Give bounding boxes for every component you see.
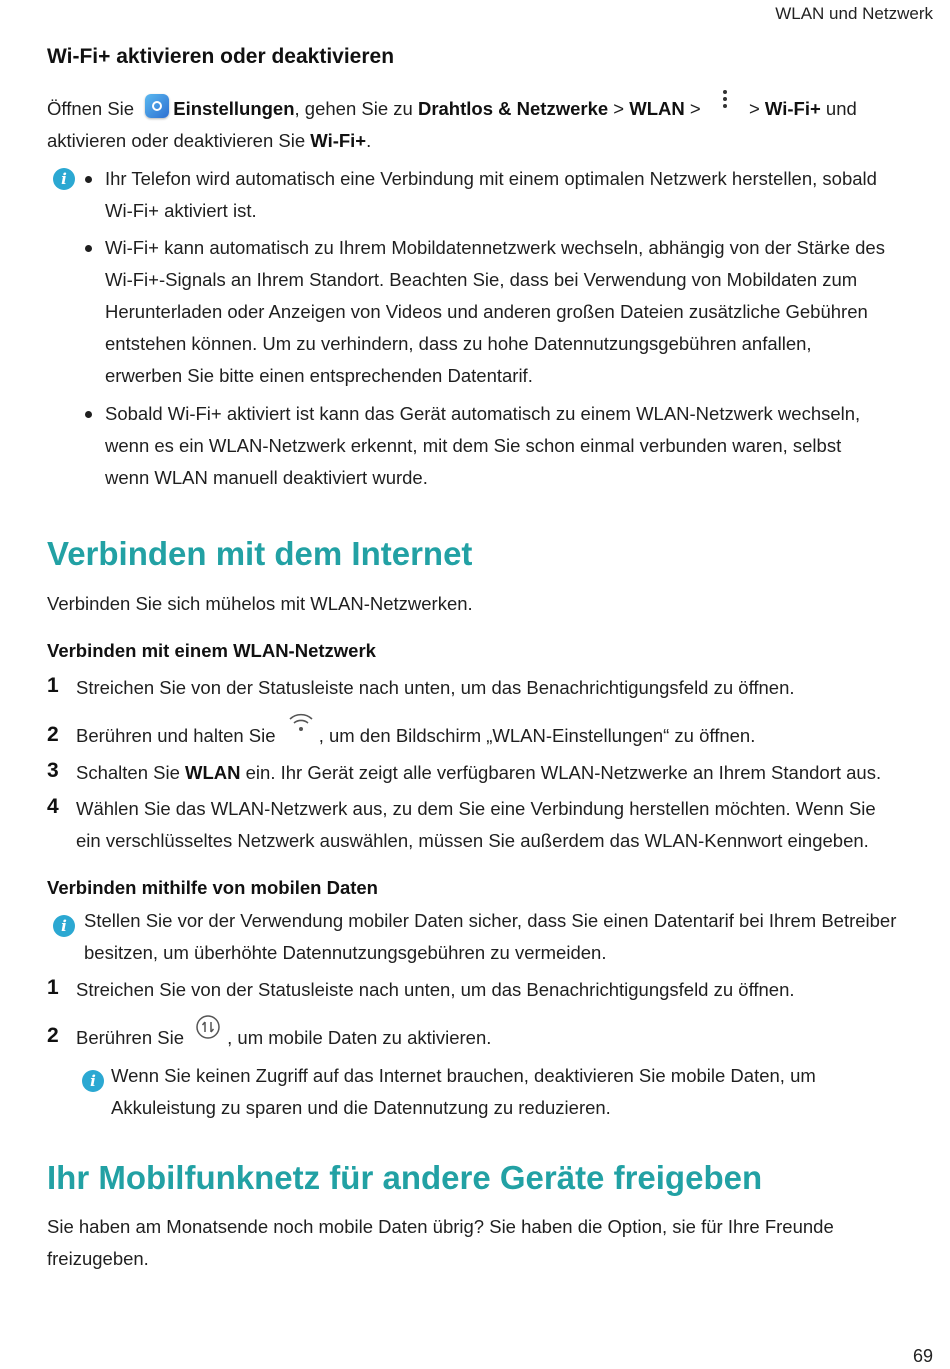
running-header: WLAN und Netzwerk bbox=[775, 4, 933, 23]
wifi-icon bbox=[287, 710, 315, 746]
wlan-step-4: Wählen Sie das WLAN-Netzwerk aus, zu dem Sie eine Verbindung herstellen möchten. Wenn Sie ein verschlüsseltes Netzwerk auswählen, müssen Sie außerdem das WLAN-Kennwort eingeben. bbox=[76, 798, 876, 851]
mobile-data-tip: Wenn Sie keinen Zugriff auf das Internet brauchen, deaktivieren Sie mobile Daten, um Akkuleistung zu sparen und die Datennutzung zu reduzieren. bbox=[111, 1065, 816, 1118]
settings-app-icon bbox=[145, 94, 169, 118]
wifiplus-bullet-1: Ihr Telefon wird automatisch eine Verbindung mit einem optimalen Netzwerk herstellen, sobald Wi-Fi+ aktiviert ist. bbox=[105, 168, 877, 221]
info-icon: i bbox=[53, 915, 75, 937]
wifiplus-heading: Wi-Fi+ aktivieren oder deaktivieren bbox=[47, 45, 395, 68]
step-number: 2 bbox=[47, 1024, 59, 1047]
step-number: 3 bbox=[47, 759, 59, 782]
wlan-step-3: Schalten Sie WLAN ein. Ihr Gerät zeigt alle verfügbaren WLAN-Netzwerke an Ihrem Standort aus. bbox=[76, 762, 882, 783]
wifiplus-bullet-3: Sobald Wi-Fi+ aktiviert ist kann das Gerät automatisch zu einem WLAN-Netzwerk wechseln, wenn es ein WLAN-Netzwerk erkennt, mit dem Sie schon einmal verbunden waren, selbst wenn WLAN manuell deaktiviert wurde. bbox=[105, 403, 861, 488]
wlan-subheading: Verbinden mit einem WLAN-Netzwerk bbox=[47, 640, 376, 661]
step-number: 1 bbox=[47, 976, 59, 999]
step-number: 1 bbox=[47, 674, 59, 697]
mobile-subheading: Verbinden mithilfe von mobilen Daten bbox=[47, 877, 378, 898]
wifiplus-intro-line1: Öffnen Sie Einstellungen, gehen Sie zu Drahtlos & Netzwerke > WLAN > > Wi-Fi+ und bbox=[47, 93, 927, 125]
info-icon: i bbox=[82, 1070, 104, 1092]
share-text: Sie haben am Monatsende noch mobile Daten übrig? Sie haben die Option, sie für Ihre Freunde freizugeben. bbox=[47, 1216, 834, 1269]
bullet-dot bbox=[85, 176, 92, 183]
wlan-step-2: Berühren und halten Sie , um den Bildschirm „WLAN-Einstellungen“ zu öffnen. bbox=[76, 720, 755, 752]
mobile-data-icon bbox=[195, 1014, 221, 1050]
internet-intro: Verbinden Sie sich mühelos mit WLAN-Netzwerken. bbox=[47, 593, 473, 614]
more-vertical-icon bbox=[722, 87, 728, 119]
bullet-dot bbox=[85, 411, 92, 418]
bullet-dot bbox=[85, 245, 92, 252]
step-number: 4 bbox=[47, 795, 59, 818]
page-number: 69 bbox=[912, 1346, 933, 1366]
wifiplus-intro-line2: aktivieren oder deaktivieren Sie Wi-Fi+. bbox=[47, 130, 372, 151]
share-heading: Ihr Mobilfunknetz für andere Geräte freigeben bbox=[47, 1159, 763, 1196]
mobile-step-1: Streichen Sie von der Statusleiste nach unten, um das Benachrichtigungsfeld zu öffnen. bbox=[76, 979, 795, 1000]
mobile-step-2: Berühren Sie , um mobile Daten zu aktivieren. bbox=[76, 1022, 491, 1054]
step-number: 2 bbox=[47, 723, 59, 746]
wlan-step-1: Streichen Sie von der Statusleiste nach unten, um das Benachrichtigungsfeld zu öffnen. bbox=[76, 677, 795, 698]
mobile-data-note: Stellen Sie vor der Verwendung mobiler Daten sicher, dass Sie einen Datentarif bei Ihrem Betreiber besitzen, um überhöhte Datennutzungsgebühren zu vermeiden. bbox=[84, 910, 897, 963]
wifiplus-bullet-2: Wi-Fi+ kann automatisch zu Ihrem Mobildatennetzwerk wechseln, abhängig von der Stärke des Wi-Fi+-Signals an Ihrem Standort. Beachten Sie, dass bei Verwendung von Mobildaten zum Herunterladen oder Anzeigen von Videos und anderen großen Dateien zusätzliche Gebühren entstehen können. Um zu verhindern, dass zu hohe Datennutzungsgebühren anfallen, erwerben Sie bitte einen entsprechenden Datentarif. bbox=[105, 237, 885, 386]
info-icon: i bbox=[53, 168, 75, 190]
internet-heading: Verbinden mit dem Internet bbox=[47, 535, 473, 572]
